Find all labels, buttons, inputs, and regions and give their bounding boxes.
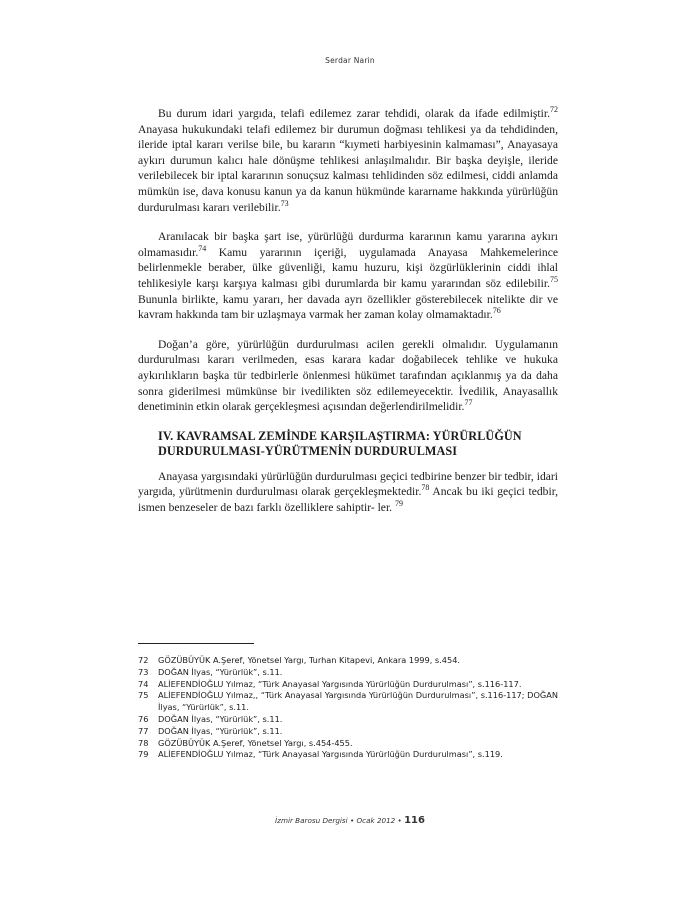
- footnote-number: 77: [138, 725, 149, 736]
- footnote-number: 73: [138, 666, 149, 677]
- footnote-text: GÖZÜBÜYÜK A.Şeref, Yönetsel Yargı, s.454-455.: [158, 737, 353, 748]
- footnote-ref[interactable]: 72: [550, 105, 558, 115]
- paragraph-text: Doğan’a göre, yürürlüğün durdurulması acilen gerekli olmalıdır. Uygulamanın durdurulması kararı verilmeden, esas karara kadar doğabilecek tehlike ve hukuka aykırılıkların başka tür tedbirlerle önlenmesi hükümet tarafından açıklanmış ya da daha sonra giderilmesi mümkünse bir ivedilikten söz edilemeyecektir. İvedilik, Anayasallık denetiminin etkin olarak gerçekleşmesi açısından değerlendirilmelidir.: [138, 337, 558, 414]
- page-number: 116: [404, 815, 425, 826]
- paragraph-text: Anayasa hukukundaki telafi edilemez bir durumun doğması tehlikesi ya da tehdidinden, ileride iptal kararı verilse bile, bu kararın “kıymeti harbiyesinin kalmaması”, Anayasaya aykırı durumun kalıcı hale dönüşme tehlikesi anlaşılmalıdır. Bir başka deyişle, ileride verilebilecek bir iptal kararının sonuçsuz kalması tehlidinden söz edilmesi, ciddi anlamda mümkün ise, dava konusu kanun ya da kanun hükmünde kararname hakkında yürürlüğün durdurulması kararı verilebilir.: [138, 122, 558, 214]
- footer-separator: •: [347, 816, 357, 825]
- footnote-item: [138, 738, 558, 750]
- paragraph-4: [138, 469, 558, 516]
- paragraph-text: Aranılacak bir başka şart ise, yürürlüğü durdurma kararının kamu yararına aykırı olmamasıdır.: [138, 230, 558, 259]
- footnote-ref[interactable]: 79: [394, 499, 403, 509]
- footnotes: [138, 655, 558, 761]
- issue-date: Ocak 2012: [356, 816, 396, 825]
- section-heading-line-1: IV. KAVRAMSAL ZEMİNDE KARŞILAŞTIRMA: YÜRÜRLÜĞÜN: [158, 428, 522, 443]
- paragraph-text: Ancak bu iki geçici tedbir, ismen benzeseler de bazı farklı özelliklere sahiptir- ler.: [138, 485, 558, 515]
- paragraph-text: Kamu yararının içeriği, uygulamada Anayasa Mahkemelerince belirlenmekle beraber, ülke güvenliği, kamu huzuru, kişi özgürlüklerinin ciddi ihlal tehlikesiyle karşı karşıya kalması gibi durumlarda bir kamu yararından söz edilebilir.: [138, 245, 558, 290]
- footnote-text: GÖZÜBÜYÜK A.Şeref, Yönetsel Yargı, Turhan Kitapevi, Ankara 1999, s.454.: [158, 655, 461, 665]
- footnote-ref[interactable]: 77: [464, 398, 473, 408]
- body-text: [138, 106, 558, 530]
- footer-separator: •: [395, 816, 405, 825]
- footnote-item: [138, 690, 558, 714]
- footnote-number: 74: [138, 678, 149, 689]
- footnote-item: [138, 667, 558, 679]
- footnote-item: [138, 655, 558, 667]
- footnote-ref[interactable]: 78: [421, 483, 430, 493]
- footnote-number: 75: [138, 690, 149, 701]
- journal-name: İzmir Barosu Dergisi: [275, 816, 348, 825]
- footnote-ref[interactable]: 73: [280, 198, 289, 208]
- footnote-number: 76: [138, 713, 149, 724]
- footnote-item: [138, 714, 558, 726]
- footnote-text: ALİEFENDİOĞLU Yılmaz,, “Türk Anayasal Yargısında Yürürlüğün Durdurulması”, s.116-117; DOĞAN İlyas, “Yürürlük”, s.11.: [158, 690, 558, 713]
- footnote-text: DOĞAN İlyas, “Yürürlük”, s.11.: [158, 713, 283, 724]
- section-heading-line-2: DURDURULMASI-YÜRÜTMENİN DURDURULMASI: [158, 444, 458, 459]
- paragraph-2: [138, 229, 558, 323]
- footnote-divider: [138, 643, 254, 644]
- footnote-ref[interactable]: 74: [198, 243, 207, 253]
- footnote-text: ALİEFENDİOĞLU Yılmaz, “Türk Anayasal Yargısında Yürürlüğün Durdurulması”, s.116-117.: [158, 678, 522, 689]
- page-footer: [0, 815, 700, 826]
- footnote-item: [138, 726, 558, 738]
- footnote-number: 78: [138, 737, 149, 748]
- footnote-number: 79: [138, 749, 149, 760]
- footnote-text: DOĞAN İlyas, “Yürürlük”, s.11.: [158, 666, 283, 677]
- footnote-number: 72: [138, 655, 149, 665]
- section-heading: [138, 429, 558, 460]
- footnote-text: DOĞAN İlyas, “Yürürlük”, s.11.: [158, 725, 283, 736]
- paragraph-3: [138, 337, 558, 415]
- footnote-text: ALİEFENDİOĞLU Yılmaz, “Türk Anayasal Yargısında Yürürlüğün Durdurulması”, s.119.: [158, 749, 503, 760]
- footnote-ref[interactable]: 76: [492, 306, 501, 316]
- footnote-item: [138, 749, 558, 761]
- footnote-item: [138, 679, 558, 691]
- paragraph-1: [138, 106, 558, 215]
- footnote-ref[interactable]: 75: [550, 275, 558, 285]
- paragraph-text: Anayasa yargısındaki yürürlüğün durdurulması geçici tedbirine benzer bir tedbir, idari yargıda, yürütmenin durdurulması olarak gerçekleşmektedir.: [138, 469, 558, 499]
- paragraph-text: Bu durum idari yargıda, telafi edilemez zarar tehdidi, olarak da ifade edilmiştir.: [158, 107, 550, 120]
- running-header: Serdar Narin: [325, 56, 375, 65]
- paragraph-text: Bununla birlikte, kamu yararı, her davada ayrı özellikler gösterebilecek nitelikte dir ve kavram hakkında tam bir uzlaşmaya varmak her zaman kolay olmamaktadır.: [138, 292, 558, 322]
